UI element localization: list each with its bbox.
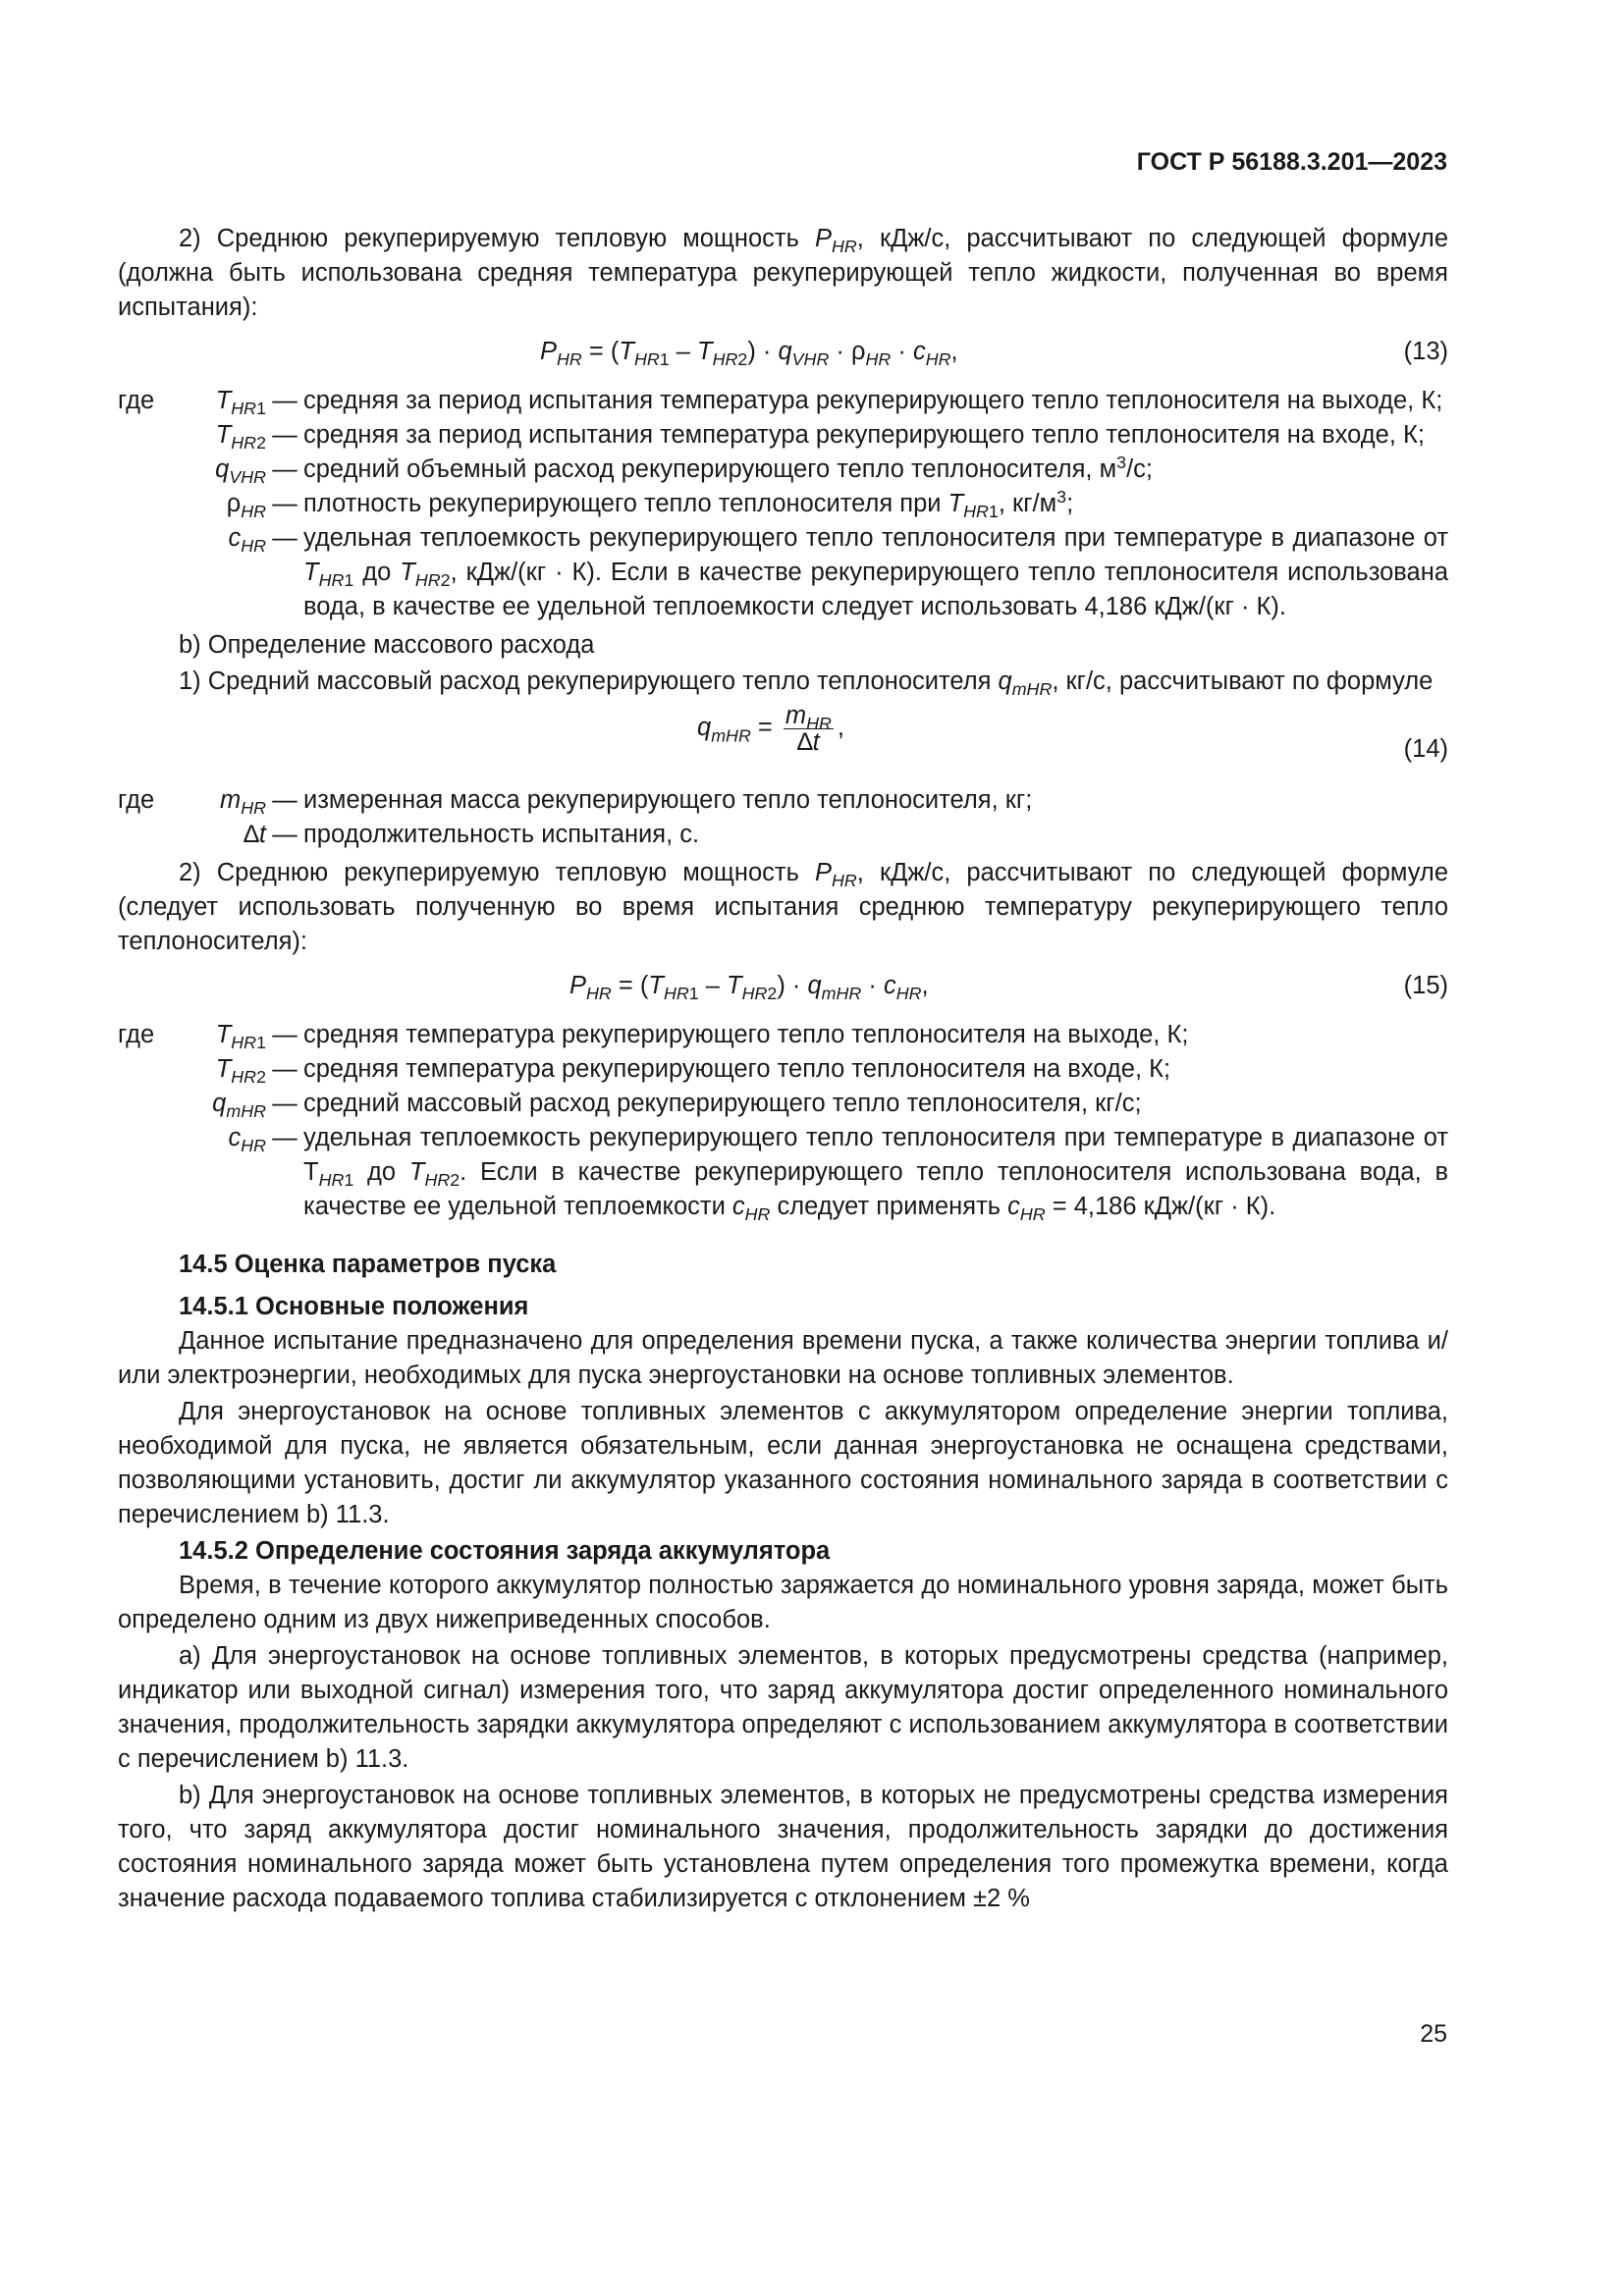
paragraph: 1) Средний массовый расход рекуперирующего тепло теплоносителя $q_{mHR}$, кг/с, рассчитывают по формуле bbox=[179, 667, 1434, 700]
subsection-heading: 14.5.2 Определение состояния заряда аккумулятора bbox=[179, 1537, 831, 1565]
equation-14 bbox=[118, 703, 1448, 777]
definition-item: $c_{HR}$ — удельная теплоемкость рекуперирующего тепло теплоносителя при температуре в диапазоне от $T_{HR1}$ до $T_{HR2}$, кДж/(кг · К). Если в качестве рекуперирующего тепло теплоносителя использована вода, в качестве ее удельной теплоемкости следует использовать 4,186 кДж/(кг · К). bbox=[228, 524, 1448, 620]
page-number: 25 bbox=[1420, 2020, 1447, 2048]
definition-item: $q_{VHR}$ — средний объемный расход рекуперирующего тепло теплоносителя, $м^3/с$; bbox=[215, 453, 1153, 488]
paragraph: Данное испытание предназначено для определения времени пуска, а также количества энергии топлива и/или электроэнергии, необходимых для пуска энергоустановки на основе топливных элементов. bbox=[118, 1327, 1448, 1389]
equation-number: (15) bbox=[1403, 972, 1448, 999]
definition-item: $c_{HR}$ — удельная теплоемкость рекуперирующего тепло теплоносителя при температуре в диапазоне от $Т_{HR1}$ до $T_{HR2}$. Если в качестве рекуперирующего тепло теплоносителя использована вода, в качестве ее удельной теплоемкости $c_{HR}$ следует применять $c_{HR} = 4,186$ кДж/(кг · К). bbox=[228, 1124, 1448, 1225]
paragraph: а) Для энергоустановок на основе топливных элементов, в которых предусмотрены средства (например, индикатор или выходной сигнал) измерения того, что заряд аккумулятора достиг определенного номинального значения, продолжительность зарядки аккумулятора определяют с использованием аккумулятора в соответствии с перечислением b) 11.3. bbox=[118, 1642, 1448, 1773]
definitions-list bbox=[118, 783, 1448, 852]
definitions-list bbox=[118, 1018, 1448, 1224]
paragraph: b) Определение массового расхода bbox=[179, 631, 595, 659]
paragraph: Для энергоустановок на основе топливных элементов с аккумулятором определение энергии топлива, необходимой для пуска, не является обязательным, если данная энергоустановка не оснащена средствами, позволяющими установить, достиг ли аккумулятор указанного состояния номинального заряда в соответствии с перечислением b) 11.3. bbox=[118, 1398, 1448, 1528]
equation-13 bbox=[118, 329, 1448, 378]
equation-expression: $P_{HR} = (T_{HR1} - T_{HR2}) \cdot q_{VHR} \cdot \rho_{HR} \cdot c_{HR}$, bbox=[540, 338, 958, 370]
definitions-list bbox=[118, 384, 1448, 624]
definition-item: где $T_{HR1}$ — средняя за период испытания температура рекуперирующего тепло теплоносителя на выходе, К; bbox=[118, 387, 1443, 419]
definition-item: $T_{HR2}$ — средняя температура рекуперирующего тепло теплоносителя на входе, К; bbox=[215, 1055, 1171, 1088]
definition-item: $q_{mHR}$ — средний массовый расход рекуперирующего тепло теплоносителя, кг/с; bbox=[212, 1090, 1142, 1122]
definition-item: $T_{HR2}$ — средняя за период испытания температура рекуперирующего тепло теплоносителя на входе, К; bbox=[215, 421, 1425, 454]
paragraph: Время, в течение которого аккумулятор полностью заряжается до номинального уровня заряда, может быть определено одним из двух нижеприведенных способов. bbox=[118, 1572, 1448, 1633]
equation-15 bbox=[118, 963, 1448, 1012]
definition-item: где $m_{HR}$ — измеренная масса рекуперирующего тепло теплоносителя, кг; bbox=[118, 786, 1033, 819]
equation-number: (14) bbox=[1403, 735, 1448, 763]
paragraph: 2) Среднюю рекуперируемую тепловую мощность $P_{HR}$, кДж/с, рассчитывают по следующей формуле (должна быть использована средняя температура рекуперирующей тепло жидкости, полученная во время испытания): bbox=[118, 225, 1448, 321]
paragraph: 2) Среднюю рекуперируемую тепловую мощность $P_{HR}$, кДж/с, рассчитывают по следующей формуле (следует использовать полученную во время испытания среднюю температуру рекуперирующего тепло теплоносителя): bbox=[118, 859, 1448, 955]
document-header: ГОСТ Р 56188.3.201—2023 bbox=[1136, 148, 1447, 176]
equation-expression: $P_{HR} = (T_{HR1} - T_{HR2}) \cdot q_{mHR} \cdot c_{HR}$, bbox=[569, 972, 929, 1004]
definition-item: ∆t — продолжительность испытания, с. bbox=[244, 821, 700, 848]
equation-expression: $q_{mHR}$ = $\frac{m_{HR}}{\Delta t}$ , bbox=[697, 702, 845, 756]
body-text bbox=[118, 222, 1448, 1918]
definition-item: $\rho_{HR}$ — плотность рекуперирующего тепло теплоносителя при $T_{HR1}$, $кг/м^3$; bbox=[226, 487, 1074, 522]
paragraph: b) Для энергоустановок на основе топливных элементов, в которых не предусмотрены средства измерения того, что заряд аккумулятора достиг номинального значения, продолжительность зарядки до достижения состояния номинального заряда может быть установлена путем определения того промежутка времени, когда значение расхода подаваемого топлива стабилизируется с отклонением ±2 % bbox=[118, 1782, 1448, 1912]
subsection-heading: 14.5.1 Основные положения bbox=[179, 1293, 529, 1320]
section-heading: 14.5 Оценка параметров пуска bbox=[179, 1251, 557, 1278]
equation-number: (13) bbox=[1403, 338, 1448, 365]
definition-item: где $T_{HR1}$ — средняя температура рекуперирующего тепло теплоносителя на выходе, К; bbox=[118, 1021, 1189, 1053]
